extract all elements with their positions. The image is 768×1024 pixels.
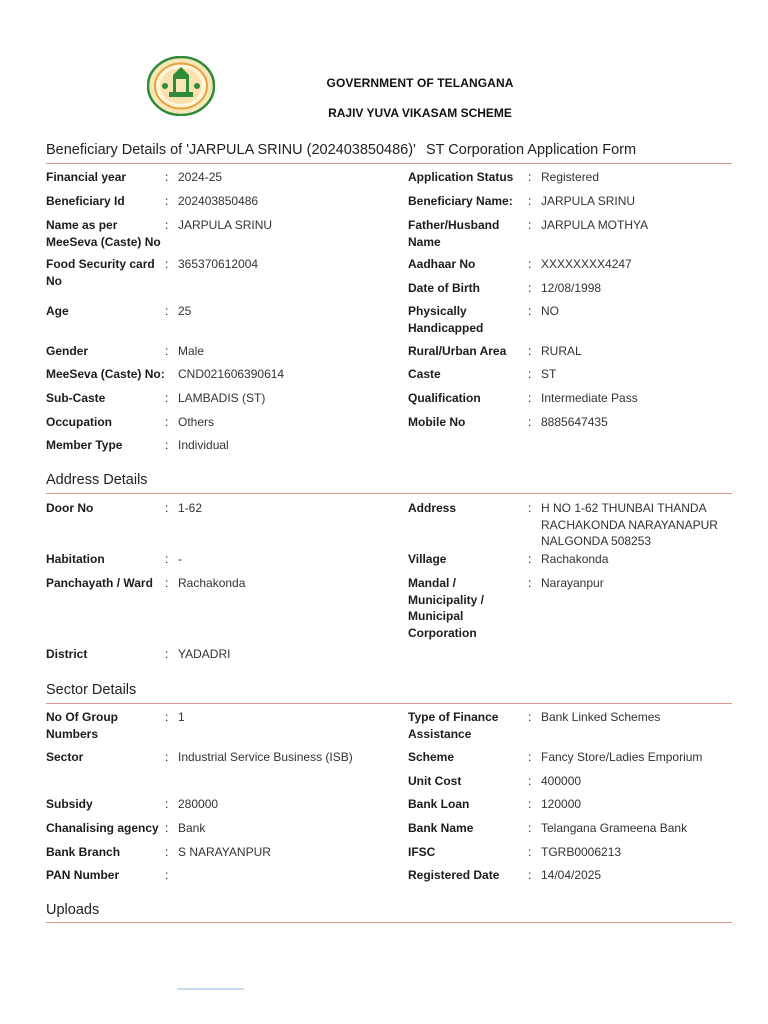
form-title: ST Corporation Application Form xyxy=(426,142,637,158)
uploads-section-title: Uploads xyxy=(46,902,100,918)
field-colon: : xyxy=(528,304,532,318)
field-colon: : xyxy=(165,868,169,882)
field-value: Bank xyxy=(178,821,206,835)
field-label: IFSC xyxy=(408,845,436,859)
field-value: 365370612004 xyxy=(178,257,259,271)
field-label: Sector xyxy=(46,750,84,764)
field-value: XXXXXXXX4247 xyxy=(541,257,632,271)
field-value: Male xyxy=(178,344,205,358)
section-divider xyxy=(46,703,732,704)
field-label: Bank Branch xyxy=(46,845,121,859)
field-label: Beneficiary Name: xyxy=(408,194,513,208)
field-value: LAMBADIS (ST) xyxy=(178,391,266,405)
field-colon: : xyxy=(528,194,532,208)
field-colon: : xyxy=(165,501,169,515)
field-value: Registered xyxy=(541,170,600,184)
section-divider xyxy=(46,922,732,923)
field-label: Mobile No xyxy=(408,415,466,429)
field-label: Mandal / Municipality / Municipal Corporation xyxy=(408,576,485,640)
field-value: 120000 xyxy=(541,797,582,811)
field-value: JARPULA SRINU xyxy=(178,218,273,232)
field-colon: : xyxy=(528,710,532,724)
field-colon: : xyxy=(165,170,169,184)
field-value: NO xyxy=(541,304,559,318)
field-label: Panchayath / Ward xyxy=(46,576,153,590)
field-label: Financial year xyxy=(46,170,127,184)
field-colon: : xyxy=(165,797,169,811)
field-colon: : xyxy=(165,391,169,405)
sector-section-title: Sector Details xyxy=(46,682,137,698)
field-colon: : xyxy=(165,218,169,232)
field-label: Member Type xyxy=(46,438,123,452)
field-label: Qualification xyxy=(408,391,481,405)
field-value: 12/08/1998 xyxy=(541,281,602,295)
field-value: S NARAYANPUR xyxy=(178,845,271,859)
field-value: Rachakonda xyxy=(178,576,246,590)
field-colon: : xyxy=(165,552,169,566)
field-label: PAN Number xyxy=(46,868,120,882)
field-colon: : xyxy=(528,344,532,358)
field-colon: : xyxy=(528,501,532,515)
field-label: Address xyxy=(408,501,457,515)
field-label: Age xyxy=(46,304,69,318)
field-colon: : xyxy=(165,821,169,835)
field-colon: : xyxy=(165,710,169,724)
field-colon: : xyxy=(528,281,532,295)
field-label: Date of Birth xyxy=(408,281,480,295)
field-colon: : xyxy=(165,750,169,764)
field-label: Occupation xyxy=(46,415,113,429)
field-label: Habitation xyxy=(46,552,105,566)
field-value: JARPULA MOTHYA xyxy=(541,218,649,232)
field-value: 2024-25 xyxy=(178,170,223,184)
field-label: Subsidy xyxy=(46,797,93,811)
field-value: Fancy Store/Ladies Emporium xyxy=(541,750,703,764)
telangana-emblem-icon xyxy=(147,56,215,116)
field-colon: : xyxy=(165,576,169,590)
field-colon: : xyxy=(165,344,169,358)
field-colon: : xyxy=(528,391,532,405)
field-colon: : xyxy=(165,304,169,318)
field-value: Others xyxy=(178,415,215,429)
field-colon: : xyxy=(528,868,532,882)
field-colon: : xyxy=(165,257,169,271)
government-title: GOVERNMENT OF TELANGANA xyxy=(326,76,514,90)
field-value: Bank Linked Schemes xyxy=(541,710,661,724)
field-label: Food Security card No xyxy=(46,257,155,288)
field-value: 1-62 xyxy=(178,501,203,515)
field-value: Narayanpur xyxy=(541,576,604,590)
field-value: 14/04/2025 xyxy=(541,868,602,882)
field-label: Village xyxy=(408,552,447,566)
section-divider xyxy=(46,163,732,164)
field-colon: : xyxy=(528,170,532,184)
field-label: MeeSeva (Caste) No: xyxy=(46,367,165,381)
beneficiary-title: Beneficiary Details of 'JARPULA SRINU (202403850486)' xyxy=(46,142,416,158)
upload-thumbnail[interactable] xyxy=(177,988,244,990)
field-value: Industrial Service Business (ISB) xyxy=(178,750,353,764)
field-value: 1 xyxy=(178,710,185,724)
field-label: Caste xyxy=(408,367,441,381)
field-value: 400000 xyxy=(541,774,582,788)
field-label: Sub-Caste xyxy=(46,391,106,405)
field-label: Scheme xyxy=(408,750,455,764)
field-colon: : xyxy=(528,774,532,788)
field-label: District xyxy=(46,647,88,661)
field-colon: : xyxy=(528,750,532,764)
scheme-title: RAJIV YUVA VIKASAM SCHEME xyxy=(328,106,512,120)
field-label: Name as per MeeSeva (Caste) No xyxy=(46,218,161,249)
field-label: No Of Group Numbers xyxy=(46,710,118,741)
field-label: Beneficiary Id xyxy=(46,194,125,208)
field-label: Father/Husband Name xyxy=(408,218,500,249)
address-section-title: Address Details xyxy=(46,472,148,488)
field-value: ST xyxy=(541,367,557,381)
field-label: Unit Cost xyxy=(408,774,462,788)
field-value: YADADRI xyxy=(178,647,231,661)
field-value: 280000 xyxy=(178,797,219,811)
field-colon: : xyxy=(528,552,532,566)
field-label: Chanalising agency xyxy=(46,821,159,835)
field-value: Telangana Grameena Bank xyxy=(541,821,688,835)
field-colon: : xyxy=(165,415,169,429)
field-label: Physically Handicapped xyxy=(408,304,484,335)
field-colon: : xyxy=(528,576,532,590)
field-value: CND021606390614 xyxy=(178,367,285,381)
field-label: Gender xyxy=(46,344,89,358)
field-colon: : xyxy=(528,257,532,271)
field-value: H NO 1-62 THUNBAI THANDA RACHAKONDA NARAYANAPUR NALGONDA 508253 xyxy=(541,501,718,548)
field-value: Individual xyxy=(178,438,229,452)
field-colon: : xyxy=(528,821,532,835)
field-colon: : xyxy=(528,415,532,429)
field-label: Aadhaar No xyxy=(408,257,476,271)
field-value: JARPULA SRINU xyxy=(541,194,636,208)
field-colon: : xyxy=(528,367,532,381)
field-colon: : xyxy=(528,218,532,232)
field-value: - xyxy=(178,552,182,566)
field-label: Bank Name xyxy=(408,821,474,835)
beneficiary-section-title xyxy=(46,142,637,158)
field-value: RURAL xyxy=(541,344,582,358)
field-colon: : xyxy=(165,845,169,859)
field-colon: : xyxy=(165,647,169,661)
field-label: Registered Date xyxy=(408,868,500,882)
field-value: 8885647435 xyxy=(541,415,608,429)
field-value: Intermediate Pass xyxy=(541,391,638,405)
section-divider xyxy=(46,493,732,494)
field-colon: : xyxy=(165,194,169,208)
field-value: 202403850486 xyxy=(178,194,259,208)
field-label: Application Status xyxy=(408,170,514,184)
field-value: TGRB0006213 xyxy=(541,845,622,859)
field-colon: : xyxy=(528,845,532,859)
field-label: Type of Finance Assistance xyxy=(408,710,499,741)
field-value: 25 xyxy=(178,304,192,318)
field-label: Rural/Urban Area xyxy=(408,344,507,358)
field-label: Door No xyxy=(46,501,94,515)
field-colon: : xyxy=(165,438,169,452)
field-label: Bank Loan xyxy=(408,797,470,811)
field-value: Rachakonda xyxy=(541,552,609,566)
field-colon: : xyxy=(528,797,532,811)
